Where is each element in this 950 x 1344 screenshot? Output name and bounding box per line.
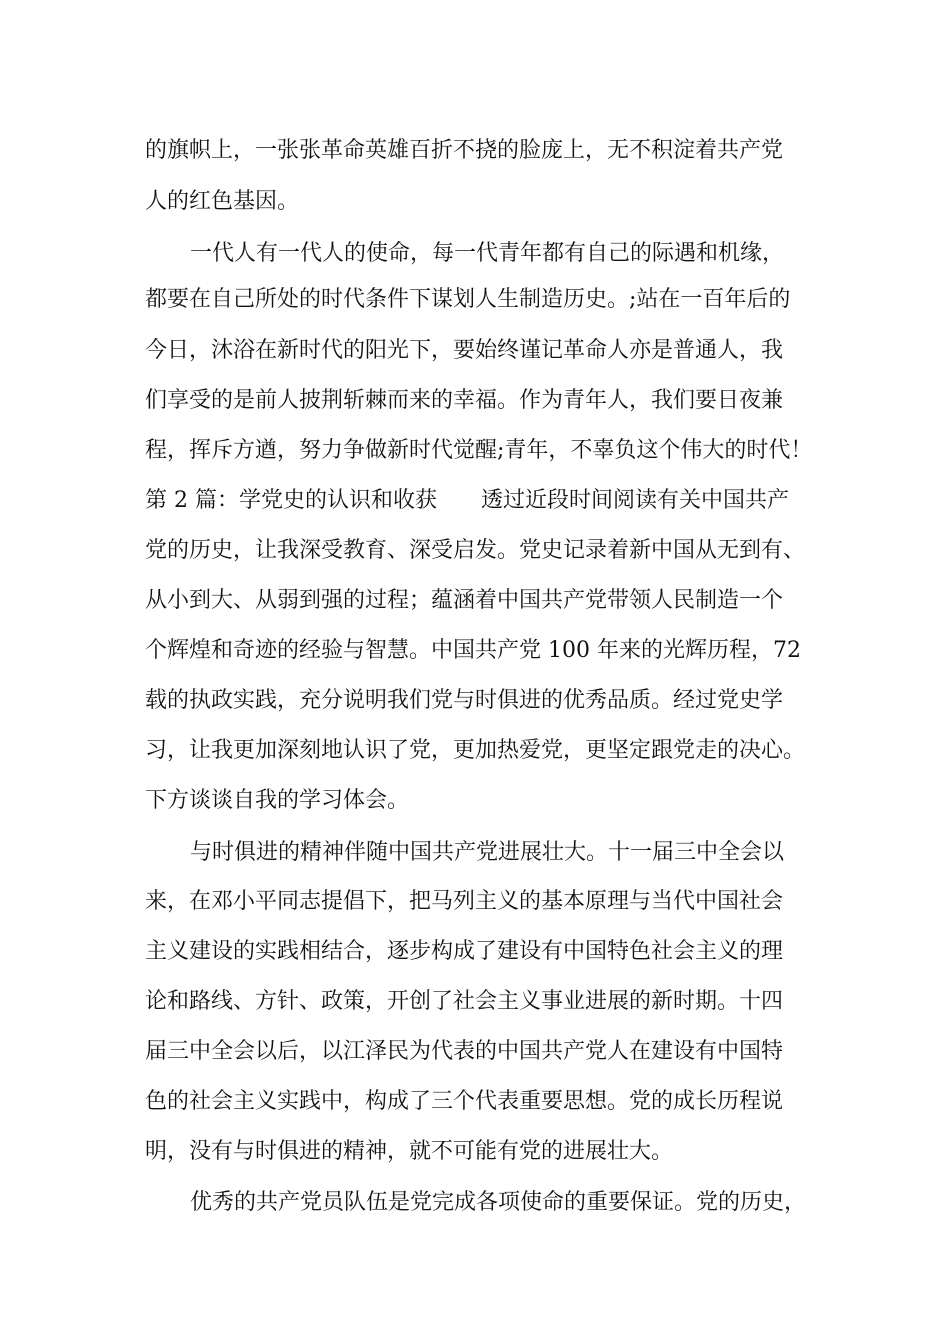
paragraph-first-line: 与时俱进的精神伴随中国共产党进展壮大。十一届三中全会以	[190, 840, 785, 865]
text-line: 主义建设的实践相结合，逐步构成了建设有中国特色社会主义的理	[145, 939, 784, 964]
text-line: 今日，沐浴在新时代的阳光下，要始终谨记革命人亦是普通人，我	[145, 338, 784, 363]
text-line: 色的社会主义实践中，构成了三个代表重要思想。党的成长历程说	[145, 1089, 784, 1114]
text-line: 党的历史，让我深受教育、深受启发。党史记录着新中国从无到有、	[145, 538, 806, 563]
text-line: 从小到大、从弱到强的过程；蕴涵着中国共产党带领人民制造一个	[145, 588, 784, 613]
text-line: 们享受的是前人披荆斩棘而来的幸福。作为青年人，我们要日夜兼	[145, 388, 784, 413]
text-line: 明，没有与时俱进的精神，就不可能有党的进展壮大。	[145, 1139, 674, 1164]
text-line: 载的执政实践，充分说明我们党与时俱进的优秀品质。经过党史学	[145, 688, 784, 713]
paragraph-first-line: 优秀的共产党员队伍是党完成各项使命的重要保证。党的历史，	[190, 1190, 807, 1215]
text-line: 都要在自己所处的时代条件下谋划人生制造历史。;站在一百年后的	[145, 287, 791, 312]
text-line: 的旗帜上，一张张革命英雄百折不挠的脸庞上，无不积淀着共产党	[145, 138, 784, 163]
text-line: 个辉煌和奇迹的经验与智慧。中国共产党 100 年来的光辉历程，72	[145, 638, 801, 663]
text-line: 来，在邓小平同志提倡下，把马列主义的基本原理与当代中国社会	[145, 889, 784, 914]
section-heading-line: 第 2 篇：学党史的认识和收获 透过近段时间阅读有关中国共产	[145, 488, 789, 513]
text-line: 论和路线、方针、政策，开创了社会主义事业进展的新时期。十四	[145, 989, 784, 1014]
text-line: 届三中全会以后，以江泽民为代表的中国共产党人在建设有中国特	[145, 1039, 784, 1064]
text-line: 下方谈谈自我的学习体会。	[145, 788, 410, 813]
text-line: 程，挥斥方遒，努力争做新时代觉醒;青年，不辜负这个伟大的时代！	[145, 438, 813, 463]
text-line: 习，让我更加深刻地认识了党，更加热爱党，更坚定跟党走的决心。	[145, 738, 806, 763]
paragraph-first-line: 一代人有一代人的使命，每一代青年都有自己的际遇和机缘，	[190, 241, 785, 266]
text-line: 人的红色基因。	[145, 189, 300, 214]
